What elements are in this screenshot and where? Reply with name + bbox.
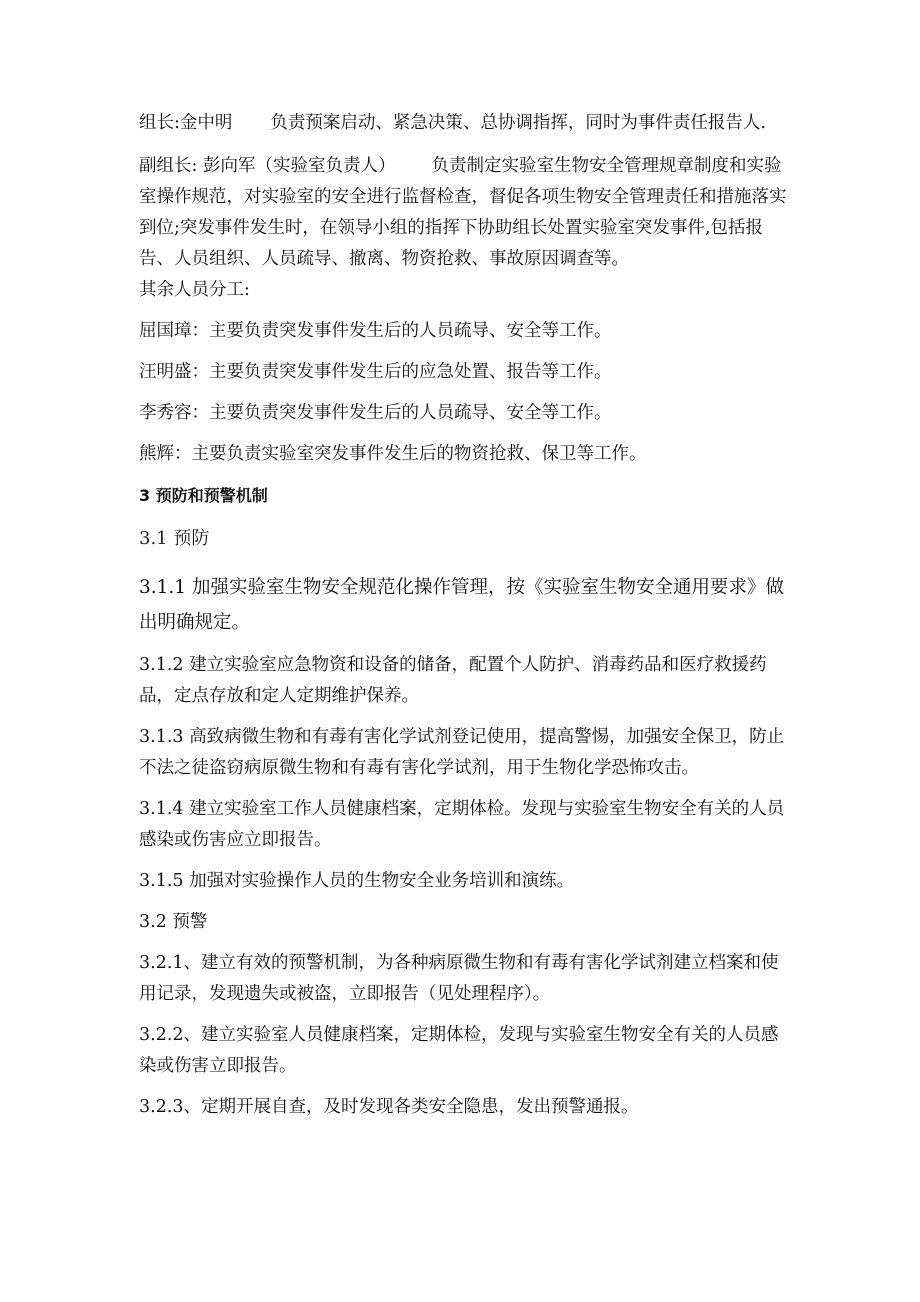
clause-3-1-4: 3.1.4 建立实验室工作人员健康档案，定期体检。发现与实验室生物安全有关的人员感染或伤害应立即报告。 bbox=[139, 799, 785, 850]
clause-3-1-5: 3.1.5 加强对实验操作人员的生物安全业务培训和演练。 bbox=[139, 871, 575, 891]
member-item: 屈国璋：主要负责突发事件发生后的人员疏导、安全等工作。 bbox=[139, 321, 612, 341]
section-heading-3: 3 预防和预警机制 bbox=[139, 486, 268, 505]
clause-3-1-1: 3.1.1 加强实验室生物安全规范化操作管理，按《实验室生物安全通用要求》做出明确规定。 bbox=[139, 577, 784, 633]
subsection-heading-3-2: 3.2 预警 bbox=[139, 912, 208, 932]
others-heading: 其余人员分工: bbox=[139, 280, 250, 300]
leader-paragraph bbox=[139, 108, 789, 139]
deputy-paragraph bbox=[139, 151, 789, 275]
clause-3-2-3: 3.2.3、定期开展自查，及时发现各类安全隐患，发出预警通报。 bbox=[139, 1097, 639, 1117]
leader-title: 组长:金中明 bbox=[139, 113, 233, 133]
member-item: 熊辉：主要负责实验室突发事件发生后的物资抢救、保卫等工作。 bbox=[139, 444, 647, 464]
clause-3-1-2: 3.1.2 建立实验室应急物资和设备的储备，配置个人防护、消毒药品和医疗救援药品，定点存放和定人定期维护保养。 bbox=[139, 655, 767, 706]
document-body bbox=[139, 108, 789, 1123]
member-item: 汪明盛：主要负责突发事件发生后的应急处置、报告等工作。 bbox=[139, 362, 612, 382]
deputy-title: 副组长: 彭向军（实验室负责人） bbox=[139, 156, 396, 176]
clause-3-2-1: 3.2.1、建立有效的预警机制，为各种病原微生物和有毒有害化学试剂建立档案和使用记录，发现遗失或被盗，立即报告（见处理程序）。 bbox=[139, 953, 779, 1004]
leader-duty: 负责预案启动、紧急决策、总协调指挥，同时为事件责任报告人. bbox=[270, 113, 766, 133]
clause-3-1-3: 3.1.3 高致病微生物和有毒有害化学试剂登记使用，提高警惕，加强安全保卫，防止不法之徒盗窃病原微生物和有毒有害化学试剂，用于生物化学恐怖攻击。 bbox=[139, 727, 785, 778]
subsection-heading-3-1: 3.1 预防 bbox=[139, 528, 210, 549]
deputy-duty: 负责制定实验室生物安全管理规章制度和实验室操作规范，对实验室的安全进行监督检查，督促各项生物安全管理责任和措施落实到位;突发事件发生时，在领导小组的指挥下协助组长处置实验室突发事件,包括报告、人员组织、人员疏导、撤离、物资抢救、事故原因调查等。 bbox=[139, 156, 787, 269]
member-item: 李秀容：主要负责突发事件发生后的人员疏导、安全等工作。 bbox=[139, 403, 612, 423]
clause-3-2-2: 3.2.2、建立实验室人员健康档案，定期体检，发现与实验室生物安全有关的人员感染或伤害立即报告。 bbox=[139, 1025, 779, 1076]
